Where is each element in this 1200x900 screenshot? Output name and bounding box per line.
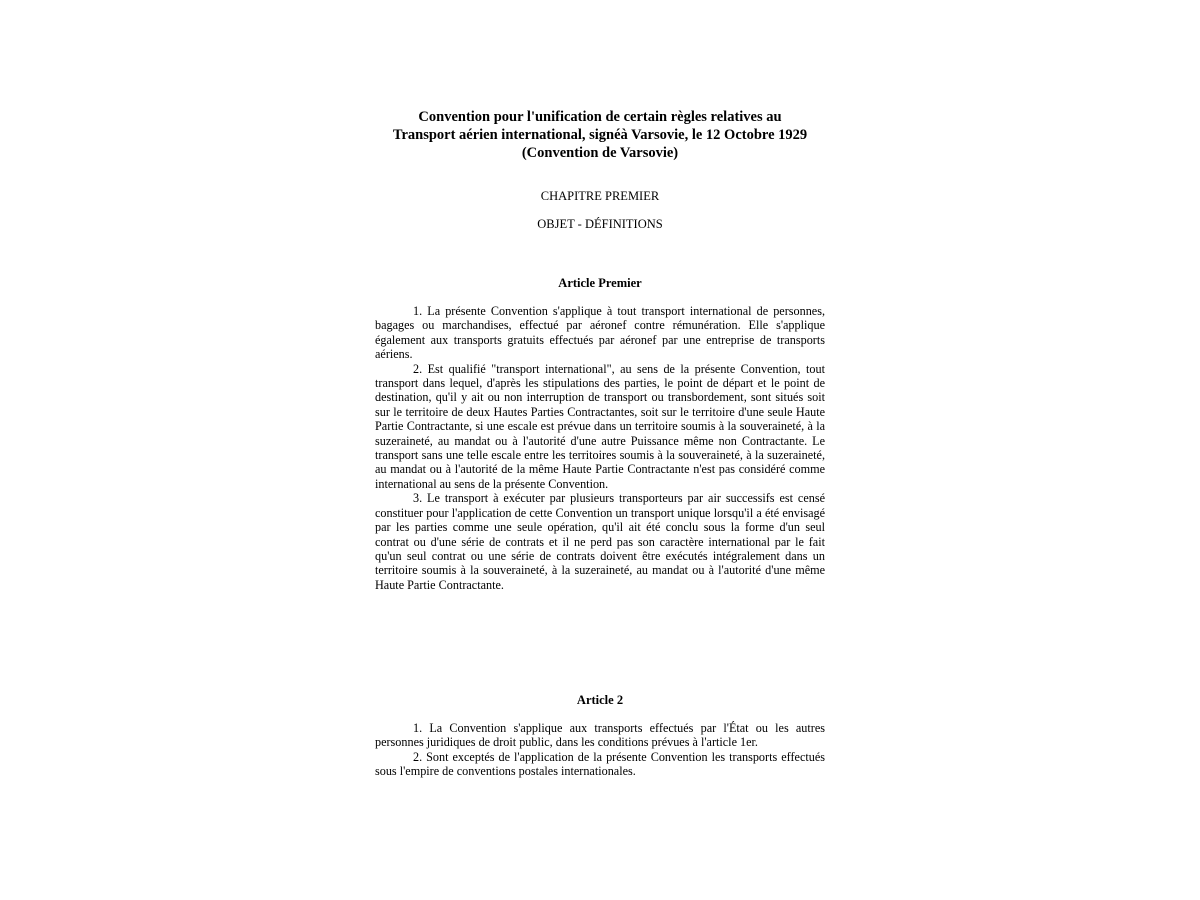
article-paragraph: 3. Le transport à exécuter par plusieurs transporteurs par air successifs est censé constituer pour l'application de cette Convention un transport unique lorsqu'il a été envisagé par les parties comme une seule opération, qu'il ait été conclu sous la forme d'un seul contrat ou d'une série de contrats et il ne perd pas son caractère international par le fait qu'un seul contrat ou une série de contrats doivent être exécutés intégralement dans un territoire soumis à la souveraineté, à la suzeraineté, au mandat ou à l'autorité d'une même Haute Partie Contractante. bbox=[375, 491, 825, 592]
title-line: Convention pour l'unification de certain règles relatives au bbox=[418, 109, 782, 125]
chapter-subtitle: OBJET - DÉFINITIONS bbox=[537, 217, 663, 231]
article-heading: Article 2 bbox=[576, 693, 624, 707]
document-title bbox=[360, 108, 840, 162]
title-line: Transport aérien international, signéà Varsovie, le 12 Octobre 1929 bbox=[392, 127, 808, 143]
article-paragraph: 1. La présente Convention s'applique à tout transport international de personnes, bagages ou marchandises, effectué par aéronef contre rémunération. Elle s'applique également aux transports gratuits effectués par aéronef par une entreprise de transports aériens. bbox=[375, 304, 825, 362]
article-body bbox=[375, 304, 825, 592]
article-paragraph: 2. Est qualifié "transport international", au sens de la présente Convention, tout transport dans lequel, d'après les stipulations des parties, le point de départ et le point de destination, qu'il y ait ou non interruption de transport ou transbordement, sont situés soit sur le territoire de deux Hautes Parties Contractantes, soit sur le territoire d'une seule Haute Partie Contractante, si une escale est prévue dans un territoire soumis à la souveraineté, à la suzeraineté, au mandat ou à l'autorité d'une autre Puissance même non Contractante. Le transport sans une telle escale entre les territoires soumis à la souveraineté, à la suzeraineté, au mandat ou à l'autorité de la même Haute Partie Contractante n'est pas considéré comme international au sens de la présente Convention. bbox=[375, 361, 825, 491]
article-body bbox=[375, 721, 825, 779]
article-paragraph: 1. La Convention s'applique aux transports effectués par l'État ou les autres personnes juridiques de droit public, dans les conditions prévues à l'article 1er. bbox=[375, 721, 825, 750]
article-paragraph: 2. Sont exceptés de l'application de la présente Convention les transports effectués sous l'empire de conventions postales internationales. bbox=[375, 749, 825, 779]
chapter-heading: CHAPITRE PREMIER bbox=[540, 189, 660, 203]
article-heading: Article Premier bbox=[558, 276, 642, 290]
title-line: (Convention de Varsovie) bbox=[521, 145, 679, 161]
